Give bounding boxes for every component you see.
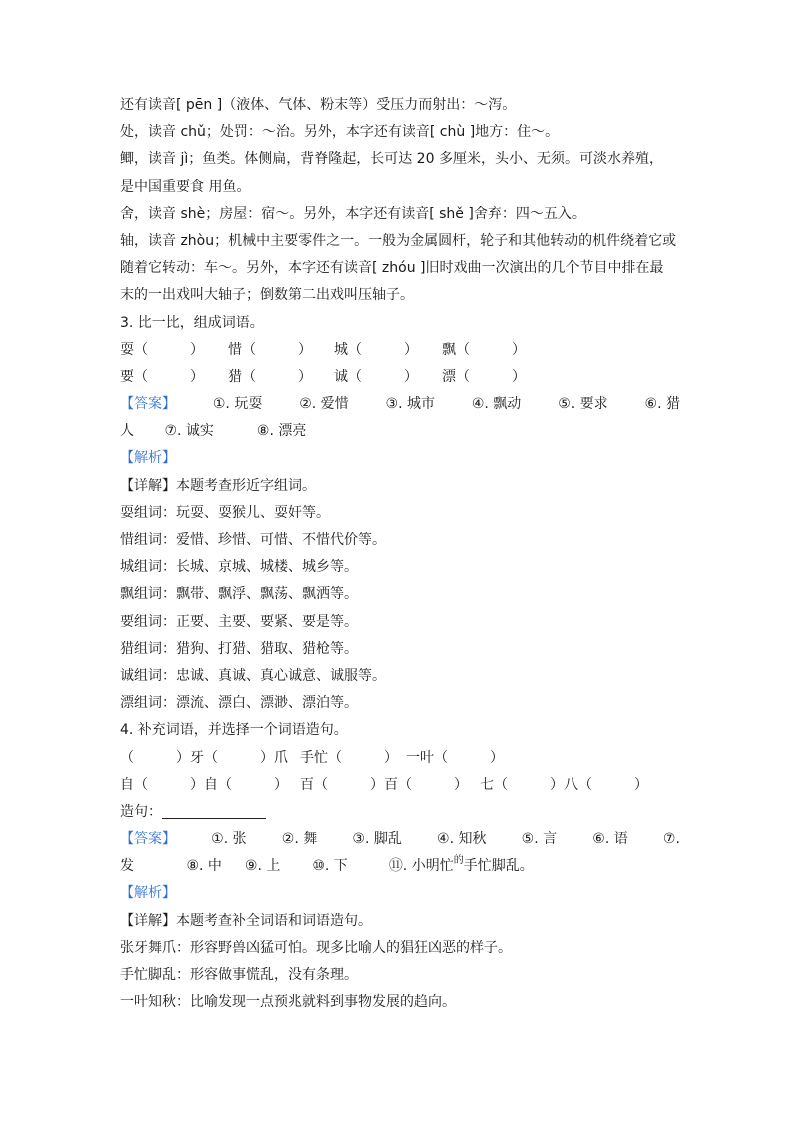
- question-3-row-1: [120, 337, 680, 364]
- answer-label: 【答案】: [120, 396, 176, 413]
- question-4-row-2: [120, 772, 680, 799]
- paragraph-line: 鲫，读音 jì；鱼类。体侧扁，背脊隆起，长可达 20 多厘米，头小、无须。可淡水养殖，: [120, 151, 663, 168]
- question-4-title: 4. 补充词语，并选择一个词语造句。: [120, 722, 348, 739]
- answer-item: 发: [120, 858, 134, 875]
- detail-line: 一叶知秋：比喻发现一点预兆就料到事物发展的趋向。: [120, 994, 456, 1011]
- blank-item: （ ）牙（ ）爪: [120, 749, 288, 766]
- blank-item: 七（ ）八（ ）: [480, 776, 648, 793]
- blank-item: 城（ ）: [334, 341, 418, 358]
- answer-item: ⑪. 小明忙: [388, 858, 454, 875]
- answer-line: [120, 418, 680, 445]
- blank-item: 要（ ）: [120, 368, 204, 385]
- detail-line: 【详解】本题考查补全词语和词语造句。: [120, 912, 372, 929]
- detail-line: 张牙舞爪：形容野兽凶猛可怕。现多比喻人的猖狂凶恶的样子。: [120, 939, 512, 956]
- blank-item: 百（ ）百（ ）: [300, 776, 468, 793]
- paragraph-line: 还有读音[ pēn ]（液体、气体、粉末等）受压力而射出：～泻。: [120, 97, 517, 113]
- answer-item-tail: 手忙脚乱。: [463, 858, 534, 875]
- sentence-label: 造句：: [120, 803, 162, 820]
- answer-item: ⑨. 上: [244, 858, 281, 875]
- answer-item: ⑥. 语: [592, 831, 628, 848]
- question-3-row-2: [120, 364, 680, 391]
- answer-item: ⑦.: [662, 831, 680, 848]
- answer-superscript: 的: [453, 855, 464, 867]
- answer-label: 【答案】: [120, 831, 176, 848]
- detail-line: 惜组词：爱惜、珍惜、可惜、不惜代价等。: [120, 532, 386, 548]
- answer-item: ⑧. 中: [186, 858, 222, 875]
- answer-line: [120, 853, 680, 880]
- answer-item: ②. 爱惜: [299, 396, 349, 413]
- answer-item: ④. 知秋: [437, 831, 487, 848]
- paragraph-line: 末的一出戏叫大轴子；倒数第二出戏叫压轴子。: [120, 287, 414, 304]
- analysis-label: 【解析】: [120, 450, 176, 467]
- question-4-row-1: [120, 745, 680, 772]
- answer-item: ②. 舞: [281, 831, 318, 848]
- answer-item: ①. 张: [211, 831, 247, 848]
- answer-item: ⑥. 猎: [644, 396, 680, 413]
- answer-item: ⑤. 要求: [558, 396, 608, 413]
- blank-item: 一叶（ ）: [406, 749, 504, 766]
- answer-item: ①. 玩耍: [212, 396, 263, 413]
- detail-line: 城组词：长城、京城、城楼、城乡等。: [120, 559, 358, 576]
- blank-item: 自（ ）自（ ）: [120, 776, 288, 793]
- paragraph-line: 处，读音 chǔ；处罚：～治。另外，本字还有读音[ chù ]地方：住～。: [120, 124, 560, 141]
- answer-line: [120, 826, 680, 853]
- answer-line: [120, 391, 680, 418]
- detail-line: 要组词：正要、主要、要紧、要是等。: [120, 613, 358, 630]
- answer-item: ⑤. 言: [521, 831, 558, 848]
- detail-line: 飘组词：飘带、飘浮、飘荡、飘洒等。: [120, 586, 358, 603]
- sentence-line: [120, 799, 680, 826]
- detail-line: 手忙脚乱：形容做事慌乱，没有条理。: [120, 967, 358, 983]
- paragraph-line: 随着它转动：车～。另外，本字还有读音[ zhóu ]旧时戏曲一次演出的几个节目中排在最: [120, 260, 664, 277]
- detail-line: 耍组词：玩耍、耍猴儿、耍奸等。: [120, 504, 330, 521]
- blank-item: 惜（ ）: [228, 341, 312, 358]
- detail-line: 诚组词：忠诚、真诚、真心诚意、诚服等。: [120, 667, 386, 684]
- answer-item: ⑧. 漂亮: [256, 423, 307, 440]
- blank-item: 耍（ ）: [120, 341, 204, 358]
- question-3-title: 3. 比一比，组成词语。: [120, 314, 264, 331]
- blank-item: 漂（ ）: [442, 368, 526, 385]
- document-content: [120, 92, 680, 1016]
- sentence-blank: [162, 802, 266, 819]
- detail-line: 漂组词：漂流、漂白、漂渺、漂泊等。: [120, 695, 358, 712]
- paragraph-line: 是中国重要食 用鱼。: [120, 178, 251, 195]
- paragraph-line: 舍，读音 shè；房屋：宿～。另外，本字还有读音[ shě ]舍弃：四～五入。: [120, 205, 586, 222]
- blank-item: 手忙（ ）: [300, 749, 398, 766]
- answer-item: ④. 飘动: [471, 396, 522, 413]
- paragraph-line: 轴，读音 zhòu；机械中主要零件之一。一般为金属圆杆，轮子和其他转动的机件绕着它或: [120, 232, 677, 249]
- analysis-label: 【解析】: [120, 885, 176, 902]
- answer-item: 人: [120, 423, 134, 440]
- blank-item: 猎（ ）: [228, 368, 312, 385]
- answer-item: ③. 脚乱: [352, 831, 402, 848]
- blank-item: 飘（ ）: [442, 341, 526, 358]
- answer-item: ⑩. 下: [312, 858, 348, 875]
- answer-item: ⑦. 诚实: [164, 423, 214, 440]
- blank-item: 诚（ ）: [334, 368, 418, 385]
- answer-item: ③. 城市: [385, 396, 435, 413]
- detail-line: 猎组词：猎狗、打猎、猎取、猎枪等。: [120, 640, 358, 657]
- detail-line: 【详解】本题考查形近字组词。: [120, 477, 316, 494]
